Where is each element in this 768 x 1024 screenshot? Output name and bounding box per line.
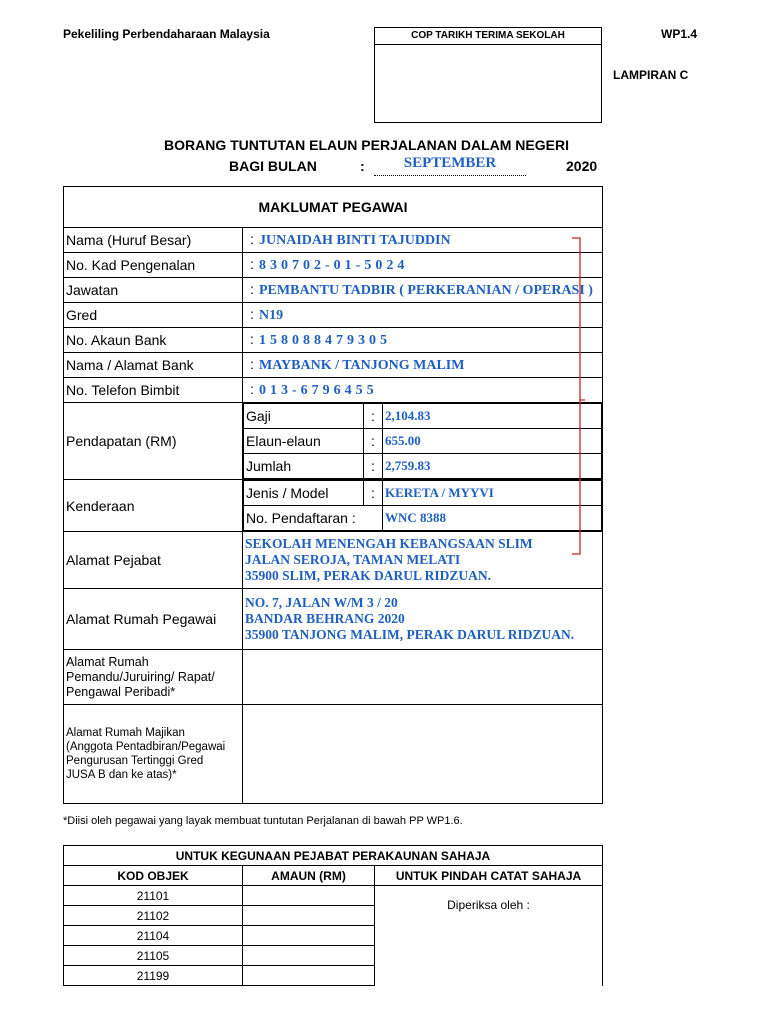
field-label: Nama / Alamat Bank xyxy=(64,353,243,378)
employer-address-value[interactable] xyxy=(243,705,603,804)
amount-cell[interactable] xyxy=(243,906,375,926)
office-address-line: JALAN SEROJA, TAMAN MELATI xyxy=(245,552,461,567)
phone-value[interactable]: 013-6796455 xyxy=(259,383,378,398)
vehicle-subrow xyxy=(244,506,602,531)
field-row-name xyxy=(64,228,603,253)
vehicle-sublabel: No. Pendaftaran : xyxy=(244,506,383,531)
vehicle-subrow: Jenis / Model : KERETA / MYYVI xyxy=(244,481,602,506)
field-row-bank xyxy=(64,353,603,378)
col-header-amaun: AMAUN (RM) xyxy=(243,866,375,886)
office-address-value[interactable] xyxy=(243,532,603,589)
field-label: No. Kad Pengenalan xyxy=(64,253,243,278)
field-label: Nama (Huruf Besar) xyxy=(64,228,243,253)
amount-cell[interactable] xyxy=(243,946,375,966)
position-value[interactable]: PEMBANTU TADBIR ( PERKERANIAN / OPERASI ) xyxy=(259,283,593,298)
home-address-line: 35900 TANJONG MALIM, PERAK DARUL RIDZUAN. xyxy=(245,627,575,642)
form-code: WP1.4 xyxy=(661,27,698,41)
month-label: BAGI BULAN xyxy=(229,158,317,174)
field-value-cell[interactable]: : JUNAIDAH BINTI TAJUDDIN xyxy=(243,228,603,253)
vehicle-row xyxy=(64,480,603,532)
driver-address-row xyxy=(64,650,603,705)
object-code: 21101 xyxy=(64,886,243,906)
footnote: *Diisi oleh pegawai yang layak membuat tuntutan Perjalanan di bawah PP WP1.6. xyxy=(63,815,463,827)
field-label: Jawatan xyxy=(64,278,243,303)
month-field[interactable]: SEPTEMBER xyxy=(374,155,526,176)
driver-address-label xyxy=(64,650,243,705)
field-label: Gred xyxy=(64,303,243,328)
amount-cell[interactable] xyxy=(243,966,375,986)
object-code: 21105 xyxy=(64,946,243,966)
employer-address-row xyxy=(64,705,603,804)
school-stamp-box xyxy=(374,27,602,123)
income-subrow: Gaji : 2,104.83 xyxy=(244,404,602,429)
allowance-value[interactable]: 655.00 xyxy=(383,429,602,454)
officer-info-table xyxy=(63,186,603,804)
field-row-phone xyxy=(64,378,603,403)
income-row xyxy=(64,403,603,480)
label-line: Pengurusan Tertinggi Gred xyxy=(66,755,204,767)
field-value-cell[interactable]: : MAYBANK / TANJONG MALIM xyxy=(243,353,603,378)
field-value-cell[interactable]: : 830702-01-5024 xyxy=(243,253,603,278)
red-bracket-annotation xyxy=(560,232,590,562)
salary-value[interactable]: 2,104.83 xyxy=(383,404,602,429)
label-line: Pemandu/Juruiring/ Rapat/ xyxy=(66,669,215,684)
vehicle-label: Kenderaan xyxy=(64,480,243,532)
appendix-label: LAMPIRAN C xyxy=(613,68,689,82)
income-sublabel: Gaji xyxy=(244,404,364,429)
accounts-heading: UNTUK KEGUNAAN PEJABAT PERAKAUNAN SAHAJA xyxy=(64,846,603,866)
income-sublabel: Jumlah xyxy=(244,454,364,479)
field-value-cell[interactable]: : PEMBANTU TADBIR ( PERKERANIAN / OPERASI ) xyxy=(243,278,603,303)
grade-value[interactable]: N19 xyxy=(259,308,284,323)
label-line: Pengawal Peribadi* xyxy=(66,684,176,699)
stamp-box-title: COP TARIKH TERIMA SEKOLAH xyxy=(375,28,601,45)
account-value[interactable]: 158088479305 xyxy=(259,333,391,348)
accounts-office-table xyxy=(63,845,603,986)
home-address-line: NO. 7, JALAN W/M 3 / 20 xyxy=(245,595,398,610)
vehicle-subtable xyxy=(243,480,602,531)
income-label: Pendapatan (RM) xyxy=(64,403,243,480)
vehicle-model-value[interactable]: KERETA / MYYVI xyxy=(383,481,602,506)
field-row-ic xyxy=(64,253,603,278)
field-row-grade xyxy=(64,303,603,328)
object-code: 21104 xyxy=(64,926,243,946)
circular-reference: Pekeliling Perbendaharaan Malaysia xyxy=(63,27,270,41)
home-address-value[interactable] xyxy=(243,589,603,650)
label-line: Alamat Rumah Majikan xyxy=(66,727,185,739)
field-row-position xyxy=(64,278,603,303)
field-row-account xyxy=(64,328,603,353)
ic-value[interactable]: 830702-01-5024 xyxy=(259,258,409,273)
field-label: No. Telefon Bimbit xyxy=(64,378,243,403)
income-subtable xyxy=(243,403,602,479)
label-line: Alamat Rumah xyxy=(66,654,149,669)
checked-by-label: Diperiksa oleh : xyxy=(447,898,530,912)
checked-by-cell xyxy=(375,886,603,986)
label-line: (Anggota Pentadbiran/Pegawai xyxy=(66,741,226,753)
col-header-kod: KOD OBJEK xyxy=(64,866,243,886)
home-address-row xyxy=(64,589,603,650)
home-address-line: BANDAR BEHRANG 2020 xyxy=(245,611,405,626)
vehicle-sublabel: Jenis / Model xyxy=(244,481,364,506)
bank-value[interactable]: MAYBANK / TANJONG MALIM xyxy=(259,358,465,373)
section-heading: MAKLUMAT PEGAWAI xyxy=(64,187,603,228)
label-line: JUSA B dan ke atas)* xyxy=(66,769,177,781)
col-header-pindah: UNTUK PINDAH CATAT SAHAJA xyxy=(375,866,603,886)
field-label: No. Akaun Bank xyxy=(64,328,243,353)
income-sublabel: Elaun-elaun xyxy=(244,429,364,454)
office-address-label: Alamat Pejabat xyxy=(64,532,243,589)
office-address-line: SEKOLAH MENENGAH KEBANGSAAN SLIM xyxy=(245,536,533,551)
field-value-cell[interactable]: : 013-6796455 xyxy=(243,378,603,403)
name-value[interactable]: JUNAIDAH BINTI TAJUDDIN xyxy=(259,233,451,248)
object-code: 21199 xyxy=(64,966,243,986)
income-subrow: Jumlah : 2,759.83 xyxy=(244,454,602,479)
amount-cell[interactable] xyxy=(243,926,375,946)
field-value-cell[interactable]: : N19 xyxy=(243,303,603,328)
field-value-cell[interactable]: : 158088479305 xyxy=(243,328,603,353)
vehicle-reg-value[interactable]: WNC 8388 xyxy=(383,506,602,531)
object-code: 21102 xyxy=(64,906,243,926)
driver-address-value[interactable] xyxy=(243,650,603,705)
office-address-row xyxy=(64,532,603,589)
employer-address-label xyxy=(64,705,243,804)
home-address-label: Alamat Rumah Pegawai xyxy=(64,589,243,650)
year-field: 2020 xyxy=(566,158,598,174)
total-value[interactable]: 2,759.83 xyxy=(383,454,602,479)
office-address-line: 35900 SLIM, PERAK DARUL RIDZUAN. xyxy=(245,568,492,583)
amount-cell[interactable] xyxy=(243,886,375,906)
income-subrow: Elaun-elaun : 655.00 xyxy=(244,429,602,454)
month-colon: : xyxy=(360,158,365,174)
form-title: BORANG TUNTUTAN ELAUN PERJALANAN DALAM NEGERI xyxy=(164,137,569,153)
